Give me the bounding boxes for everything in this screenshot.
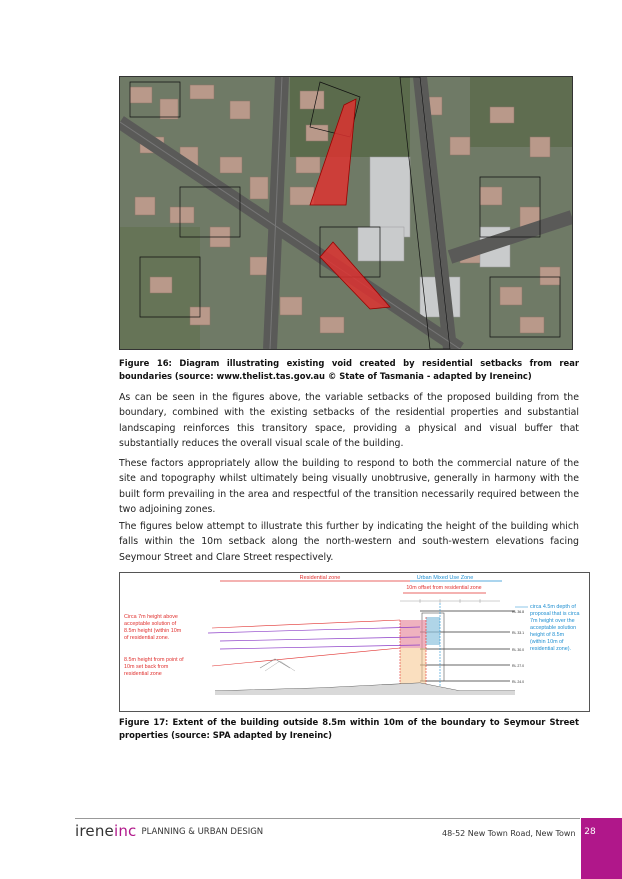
figure-17-caption: Figure 17: Extent of the building outside 8.5m within 10m of the boundary to Seymour Street properties (source: SPA adapted by Ireneinc) [119, 717, 579, 740]
footer-address: 48-52 New Town Road, New Town [442, 829, 576, 838]
svg-text:RL 24.0: RL 24.0 [512, 680, 525, 684]
body-paragraph: These factors appropriately allow the building to respond to both the commercial nature of the site and topography whilst ultimately being visually unobtrusive, generally in harmony with the built form prevailing in the area and respectful of the transition necessarily required between the two adjoining zones. [119, 458, 579, 516]
page-number: 28 [584, 827, 596, 837]
mixed-use-zone-label: Urban Mixed Use Zone [416, 575, 474, 581]
logo-tagline: PLANNING & URBAN DESIGN [141, 827, 264, 837]
body-paragraph: As can be seen in the figures above, the variable setbacks of the proposed building from the boundary, combined with the existing setbacks of the residential properties and substantial landscaping reinforces this transitory space, providing a physical and visual buffer that substantially reduces the overall visual scale of the building. [119, 392, 579, 450]
svg-text:RL 36.8: RL 36.8 [512, 610, 525, 614]
page-number-box [581, 818, 622, 879]
footer-divider [75, 818, 580, 819]
note-left-bottom: 8.5m height from point of 10m set back from residential zone [124, 657, 184, 677]
residential-zone-label: Residential zone [299, 575, 341, 581]
section-diagram [120, 573, 589, 711]
body-paragraph: The figures below attempt to illustrate this further by indicating the height of the building which falls within the 10m setback along the north-western and south-western elevations facing Seymour Street and Clare Street respectively. [119, 521, 579, 563]
note-left-top: Circa 7m height above acceptable solution of 8.5m height (within 10m of residential zone. [124, 614, 182, 641]
svg-text:RL 30.0: RL 30.0 [512, 648, 525, 652]
svg-text:RL 33.1: RL 33.1 [512, 631, 525, 635]
offset-label: 10m offset from residential zone [406, 585, 482, 591]
aerial-map-image [120, 77, 572, 349]
company-logo: ireneinc PLANNING & URBAN DESIGN [75, 822, 264, 840]
figure-16-caption: Figure 16: Diagram illustrating existing void created by residential setbacks from rear boundaries (source: www.thelist.tas.gov.au © State of Tasmania - adapted by Ireneinc) [119, 358, 579, 381]
aerial-map-figure [119, 76, 573, 350]
section-elevation-figure [119, 572, 590, 712]
svg-text:RL 27.0: RL 27.0 [512, 664, 525, 668]
note-right: circa 4.5m depth of proposal that is circa 7m height over the acceptable solution height of 8.5m (within 10m of residential zone). [530, 604, 580, 652]
